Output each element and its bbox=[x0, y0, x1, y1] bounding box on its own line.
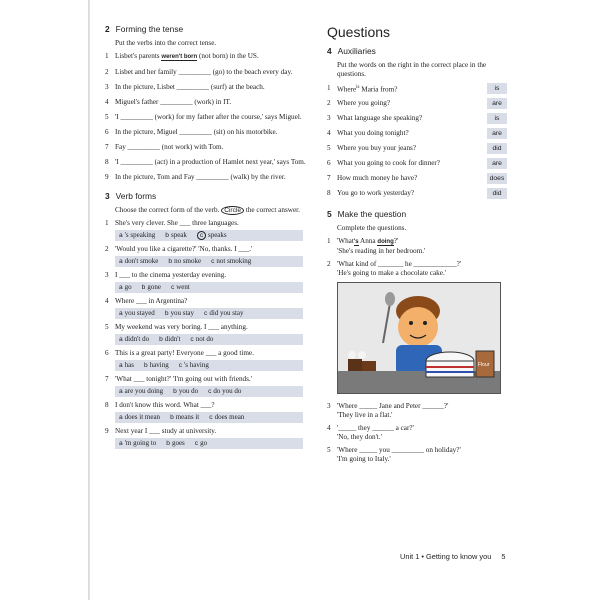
footer-unit-label: Unit 1 • Getting to know you bbox=[400, 552, 492, 561]
list-item: 5 'I _________ (work) for my father after the course,' says Miguel. bbox=[105, 113, 302, 121]
section-3-heading: 3 Verb forms bbox=[105, 191, 157, 201]
page-number: 5 bbox=[501, 552, 506, 561]
section-5-heading: 5 Make the question bbox=[327, 209, 407, 220]
list-item: 1 Where$^{is}$ Maria from? is bbox=[327, 83, 507, 94]
section-4-heading: 4 Auxiliaries bbox=[327, 46, 376, 56]
page-title: Questions bbox=[327, 24, 391, 40]
list-item: 5 Where you buy your jeans? did bbox=[327, 143, 507, 154]
section-2-heading: 2 Forming the tense bbox=[105, 24, 184, 34]
list-item: 4 '_____ they ______ a car?' 'No, they don't.' bbox=[327, 424, 414, 442]
answer-options: a 'm going to b goes c go bbox=[115, 438, 303, 449]
answer-options: a you stayed b you stay c did you stay bbox=[115, 308, 303, 319]
section-2-instruction: Put the verbs into the correct tense. bbox=[115, 39, 217, 47]
left-column bbox=[105, 24, 313, 453]
list-item: 2 'Would you like a cigarette?' 'No, thanks. I ___.' a don't smoke b no smoke c not smoking bbox=[105, 245, 313, 267]
list-item: 6 This is a great party! Everyone ___ a good time. a has b having c 's having bbox=[105, 349, 313, 371]
answer-options: a go b gone c went bbox=[115, 282, 303, 293]
list-item: 8 'I _________ (act) in a production of Hamlet next year,' says Tom. bbox=[105, 158, 306, 166]
list-item: 8 You go to work yesterday? did bbox=[327, 188, 507, 199]
list-item: 3 I ___ to the cinema yesterday evening. a go b gone c went bbox=[105, 271, 313, 293]
list-item: 7 'What ___ tonight?' 'I'm going out with friends.' a are you doing b you do c do you do bbox=[105, 375, 313, 397]
list-item: 4 What you doing tonight? are bbox=[327, 128, 507, 139]
list-item: 9 Next year I ___ study at university. a 'm going to b goes c go bbox=[105, 427, 313, 449]
answer-options: a has b having c 's having bbox=[115, 360, 303, 371]
list-item: 5 My weekend was very boring. I ___ anything. a didn't do b didn't c not do bbox=[105, 323, 313, 345]
list-item: 3 'Where _____ Jane and Peter ______?' 'They live in a flat.' bbox=[327, 402, 449, 420]
list-item: 2 Where you going? are bbox=[327, 98, 507, 109]
list-item: 4 Miguel's father _________ (work) in IT. bbox=[105, 98, 232, 106]
list-item: 3 In the picture, Lisbet _________ (surf) at the beach. bbox=[105, 83, 265, 91]
answer-options: a are you doing b you do c do you do bbox=[115, 386, 303, 397]
answer-options: a didn't do b didn't c not do bbox=[115, 334, 303, 345]
list-item: 2 Lisbet and her family _________ (go) to the beach every day. bbox=[105, 68, 293, 76]
boy-baking-illustration bbox=[337, 282, 501, 394]
flour-tin-label: Flour bbox=[478, 362, 490, 369]
list-item: 7 Fay _________ (not work) with Tom. bbox=[105, 143, 224, 151]
circled-choice: c bbox=[197, 231, 206, 240]
list-item: 3 What language she speaking? is bbox=[327, 113, 507, 124]
list-item: 9 In the picture, Tom and Fay _________ (walk) by the river. bbox=[105, 173, 286, 181]
right-column bbox=[327, 24, 507, 468]
section-5-instruction: Complete the questions. bbox=[337, 224, 407, 233]
page-footer bbox=[400, 552, 505, 561]
list-item: 5 'Where _____ you _________ on holiday?' 'I'm going to Italy.' bbox=[327, 446, 461, 464]
section-4-instruction: Put the words on the right in the correct place in the questions. bbox=[337, 61, 487, 78]
list-item: 2 'What kind of _______ he ____________?' 'He's going to make a chocolate cake.' bbox=[327, 260, 462, 278]
list-item: 8 I don't know this word. What ___? a does it mean b means it c does mean bbox=[105, 401, 313, 423]
answer-options: a does it mean b means it c does mean bbox=[115, 412, 303, 423]
list-item: 1 Lisbet's parents weren't born (not born) in the US. bbox=[105, 52, 259, 60]
section-3-instruction: Choose the correct form of the verb. Circle the correct answer. bbox=[115, 206, 300, 214]
list-item: 1 She's very clever. She ___ three languages. a 's speaking b speak c speaks bbox=[105, 219, 313, 241]
list-item: 4 Where ___ in Argentina? a you stayed b you stay c did you stay bbox=[105, 297, 313, 319]
filled-answer: weren't born bbox=[161, 54, 198, 60]
list-item: 6 In the picture, Miguel _________ (sit) on his motorbike. bbox=[105, 128, 278, 136]
answer-options: a 's speaking b speak c speaks bbox=[115, 230, 303, 241]
list-item: 6 What you going to cook for dinner? are bbox=[327, 158, 507, 169]
list-item: 7 How much money he have? does bbox=[327, 173, 507, 184]
illustration-svg bbox=[338, 283, 500, 393]
list-item: 1 'What's Anna doing?' 'She's reading in her bedroom.' bbox=[327, 237, 426, 256]
answer-options: a don't smoke b no smoke c not smoking bbox=[115, 256, 303, 267]
